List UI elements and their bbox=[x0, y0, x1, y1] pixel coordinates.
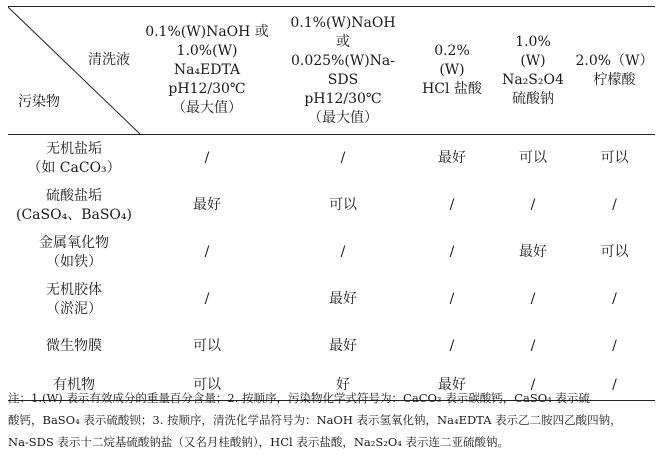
contaminant-name-line: 无机盐垢 bbox=[46, 140, 102, 157]
rating-cell: / bbox=[204, 244, 210, 260]
column-header-line: 柠檬酸 bbox=[593, 71, 636, 88]
rating-cell: / bbox=[449, 244, 455, 260]
rating-cell: 好 bbox=[274, 370, 412, 401]
contaminant-name bbox=[8, 323, 140, 370]
column-header-line: Na₄EDTA bbox=[173, 62, 241, 78]
column-header-line: 1.0% bbox=[515, 33, 551, 50]
column-header-line: 或 bbox=[336, 33, 350, 50]
contaminant-name-line: （淤泥） bbox=[46, 300, 102, 317]
rating-cell: 可以 bbox=[600, 150, 629, 166]
column-header-line: 0.1%(W)NaOH 或 bbox=[145, 24, 269, 40]
corner-cell bbox=[8, 7, 140, 135]
column-header-line: 1.0%(W) bbox=[176, 43, 238, 59]
column-header-line: 0.025%(W)Na- bbox=[290, 52, 396, 69]
column-header-line: （最大值） bbox=[172, 100, 242, 116]
rating-cell: / bbox=[612, 291, 617, 307]
column-header-line: （最大值） bbox=[308, 109, 378, 126]
table-body bbox=[8, 135, 655, 401]
column-header-line: pH12/30℃ bbox=[168, 81, 246, 97]
contaminant-name-line: （如 CaCO₃） bbox=[27, 159, 121, 176]
contaminant-name-line: 微生物膜 bbox=[46, 338, 102, 354]
column-header-line: HCl 盐酸 bbox=[422, 81, 482, 97]
rating-cell: / bbox=[612, 197, 617, 213]
contaminant-name-line: 有机物 bbox=[53, 376, 95, 393]
column-header-line: 0.1%(W)NaOH bbox=[290, 14, 396, 31]
rating-cell: / bbox=[204, 291, 210, 307]
rating-cell: 最好 bbox=[329, 291, 357, 307]
contaminant-name bbox=[8, 229, 140, 276]
rating-cell: / bbox=[340, 244, 346, 260]
header-row bbox=[8, 7, 655, 135]
table-row bbox=[8, 182, 655, 229]
rating-cell: 最好 bbox=[329, 338, 357, 354]
column-header bbox=[412, 7, 492, 135]
column-header-line: SDS bbox=[327, 71, 359, 88]
contaminant-name bbox=[8, 276, 140, 323]
rating-cell: / bbox=[530, 197, 536, 213]
column-header bbox=[274, 7, 412, 135]
rating-cell: 最好 bbox=[412, 370, 492, 401]
column-header bbox=[574, 7, 655, 135]
contaminant-name-line: (CaSO₄、BaSO₄) bbox=[16, 206, 132, 223]
contaminant-name-line: 金属氧化物 bbox=[39, 234, 109, 251]
rating-cell: / bbox=[449, 197, 455, 213]
rating-cell: / bbox=[612, 338, 617, 354]
table-row bbox=[8, 135, 655, 183]
rating-cell: / bbox=[530, 291, 536, 307]
rating-cell: 可以 bbox=[519, 150, 547, 166]
corner-label-cleaning-agent: 清洗液 bbox=[88, 52, 130, 68]
footnote-line: 注：1.(W) 表示有效成分的重量百分含量；2. 按顺序，污染物化学式符号为：CaCO₃ 表示碳酸钙，CaSO₄ 表示硫 bbox=[8, 391, 590, 405]
contaminant-name-line: 无机胶体 bbox=[46, 281, 102, 298]
rating-cell: 最好 bbox=[193, 197, 221, 213]
rating-cell: / bbox=[449, 338, 455, 354]
column-header-line: 0.2% bbox=[434, 43, 470, 59]
cleaning-agent-table bbox=[8, 6, 655, 401]
column-header-line: pH12/30℃ bbox=[304, 90, 382, 107]
rating-cell: 最好 bbox=[519, 244, 547, 260]
rating-cell: / bbox=[574, 370, 655, 401]
rating-cell: / bbox=[449, 291, 455, 307]
column-header-line: 2.0%（W） bbox=[575, 52, 654, 69]
column-header bbox=[140, 7, 274, 135]
rating-cell: 可以 bbox=[329, 197, 357, 213]
column-header-line: (W) bbox=[439, 62, 465, 78]
rating-cell: 可以 bbox=[193, 338, 221, 354]
column-header-line: Na₂S₂O4 bbox=[502, 71, 564, 88]
contaminant-name-line: 硫酸盐垢 bbox=[46, 187, 102, 204]
rating-cell: 最好 bbox=[438, 150, 466, 166]
column-header bbox=[492, 7, 574, 135]
rating-cell: / bbox=[340, 150, 346, 166]
table-row bbox=[8, 276, 655, 323]
column-header-line: (W) bbox=[520, 52, 546, 69]
rating-cell: 可以 bbox=[600, 244, 629, 260]
footnote-line: 酸钙，BaSO₄ 表示硫酸钡；3. 按顺序，清洗化学品符号为：NaOH 表示氢氧化钠，Na₄EDTA 表示乙二胺四乙酸四钠， bbox=[8, 413, 622, 427]
footnote-line: Na-SDS 表示十二烷基硫酸钠盐（又名月桂酸钠），HCl 表示盐酸，Na₂S₂O₄ 表示连二亚硫酸钠。 bbox=[8, 435, 510, 449]
contaminant-name bbox=[8, 135, 140, 183]
contaminant-name bbox=[8, 182, 140, 229]
corner-label-contaminant: 污染物 bbox=[18, 94, 60, 110]
rating-cell: / bbox=[492, 370, 574, 401]
rating-cell: 可以 bbox=[140, 370, 274, 401]
rating-cell: / bbox=[204, 150, 210, 166]
table-row bbox=[8, 323, 655, 370]
contaminant-name-line: （如铁） bbox=[46, 253, 102, 270]
table-footnote bbox=[8, 387, 655, 453]
diagonal-line bbox=[8, 7, 140, 134]
column-header-line: 硫酸钠 bbox=[512, 90, 554, 107]
table-row bbox=[8, 229, 655, 276]
rating-cell: / bbox=[530, 338, 536, 354]
